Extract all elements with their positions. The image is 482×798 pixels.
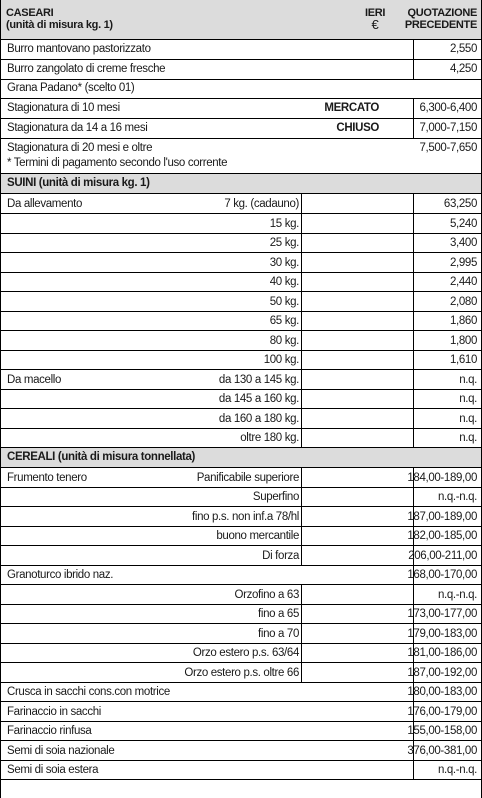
row-value: 179,00-183,00 — [407, 628, 477, 640]
row-label: Frumento tenero — [7, 472, 87, 484]
row-value: 6,300-6,400 — [419, 102, 477, 114]
row-value: n.q. — [459, 393, 477, 405]
row-label: Semi di soia estera — [7, 764, 99, 776]
row-label: Stagionatura da 14 a 16 mesi — [7, 122, 148, 134]
table-row — [1, 99, 481, 119]
table-row — [1, 760, 481, 780]
row-value: 2,995 — [449, 257, 477, 269]
table-row — [1, 663, 481, 683]
table-row — [1, 60, 481, 80]
row-value: 184,00-189,00 — [407, 472, 477, 484]
row-value: 187,00-189,00 — [407, 511, 477, 523]
row-value: 155,00-158,00 — [407, 725, 477, 737]
row-value: 1,610 — [449, 354, 477, 366]
table-row — [1, 40, 481, 60]
section-title: SUINI (unità di misura kg. 1) — [7, 177, 150, 189]
table-header — [1, 0, 481, 40]
row-value: 1,860 — [449, 315, 477, 327]
row-value: n.q.-n.q. — [437, 491, 477, 503]
table-row — [1, 194, 481, 214]
row-value: 2,080 — [449, 296, 477, 308]
row-value: n.q. — [459, 432, 477, 444]
row-sublabel: 100 kg. — [263, 354, 299, 366]
table-row — [1, 80, 481, 99]
row-sublabel: oltre 180 kg. — [240, 432, 299, 444]
table-row — [1, 585, 481, 605]
row-sublabel: Superfino — [252, 491, 299, 503]
section-title: CEREALI (unità di misura tonnellata) — [7, 451, 196, 463]
row-value: 180,00-183,00 — [407, 686, 477, 698]
row-sublabel: fino a 70 — [258, 628, 299, 640]
row-label: Granoturco ibrido naz. — [7, 569, 114, 581]
row-sublabel: 65 kg. — [269, 315, 299, 327]
row-label: Burro mantovano pastorizzato — [7, 43, 151, 55]
row-sublabel: Di forza — [262, 550, 299, 562]
row-sublabel: 15 kg. — [269, 218, 299, 230]
caseari-title: CASEARI (unità di misura kg. 1) — [6, 7, 113, 31]
table-row — [1, 741, 481, 761]
table-row — [1, 468, 481, 488]
row-value: 376,00-381,00 — [407, 745, 477, 757]
row-value: 173,00-177,00 — [407, 608, 477, 620]
row-sublabel: Orzo estero p.s. oltre 66 — [184, 667, 299, 679]
quotazione-header: QUOTAZIONE PRECEDENTE — [404, 7, 477, 31]
footnote: * Termini di pagamento secondo l'uso corrente — [7, 157, 228, 169]
row-label: Da macello — [7, 374, 62, 386]
row-value: 168,00-170,00 — [407, 569, 477, 581]
table-row — [1, 624, 481, 644]
table-row — [1, 350, 481, 370]
row-sublabel: Orzo estero p.s. 63/64 — [192, 647, 299, 659]
row-sublabel: 80 kg. — [269, 335, 299, 347]
row-value: 7,500-7,650 — [419, 142, 477, 154]
table-row — [1, 682, 481, 702]
table-row — [1, 643, 481, 663]
row-value: 63,250 — [443, 198, 477, 210]
ieri-header: IERI € — [365, 7, 386, 32]
row-label: Farinaccio in sacchi — [7, 706, 101, 718]
table-row — [1, 311, 481, 331]
row-value: 176,00-179,00 — [407, 706, 477, 718]
row-sublabel: da 145 a 160 kg. — [218, 393, 299, 405]
table-row — [1, 233, 481, 253]
table-row — [1, 253, 481, 273]
row-label: Grana Padano* (scelto 01) — [7, 82, 135, 94]
table-row — [1, 721, 481, 741]
table-row — [1, 409, 481, 429]
table-row — [1, 546, 481, 566]
row-value: n.q.-n.q. — [437, 764, 477, 776]
row-value: 2,440 — [449, 276, 477, 288]
row-sublabel: 30 kg. — [269, 257, 299, 269]
row-value: n.q. — [459, 374, 477, 386]
section-header-suini — [1, 174, 481, 194]
table-row — [1, 702, 481, 722]
row-value: 187,00-192,00 — [407, 667, 477, 679]
table-row — [1, 389, 481, 409]
row-label: Stagionatura di 20 mesi e oltre — [7, 142, 153, 154]
row-sublabel: da 130 a 145 kg. — [218, 374, 299, 386]
row-sublabel: da 160 a 180 kg. — [218, 413, 299, 425]
row-value: 206,00-211,00 — [408, 550, 477, 562]
row-sublabel: 25 kg. — [269, 237, 299, 249]
chiuso-label: CHIUSO — [336, 122, 379, 134]
row-sublabel: 40 kg. — [269, 276, 299, 288]
row-value: n.q. — [459, 413, 477, 425]
row-label: Da allevamento — [7, 198, 83, 210]
row-sublabel: 50 kg. — [269, 296, 299, 308]
row-value: 182,00-185,00 — [407, 530, 477, 542]
row-label: Stagionatura di 10 mesi — [7, 102, 120, 114]
row-value: 4,250 — [449, 63, 477, 75]
row-label: Crusca in sacchi cons.con motrice — [7, 686, 170, 698]
row-value: 7,000-7,150 — [419, 122, 477, 134]
row-value: 181,00-186,00 — [407, 647, 477, 659]
table-row — [1, 292, 481, 312]
mercato-label: MERCATO — [324, 102, 379, 114]
row-value: 5,240 — [449, 218, 477, 230]
table-row — [1, 565, 481, 585]
row-sublabel: 7 kg. (cadauno) — [224, 198, 299, 210]
row-value: 1,800 — [449, 335, 477, 347]
table-row — [1, 507, 481, 527]
row-label: Semi di soia nazionale — [7, 745, 115, 757]
table-row — [1, 370, 481, 390]
row-sublabel: Orzofino a 63 — [234, 589, 299, 601]
table-row — [1, 604, 481, 624]
row-label: Burro zangolato di creme fresche — [7, 63, 166, 75]
table-row — [1, 119, 481, 139]
row-sublabel: fino p.s. non inf.a 78/hl — [192, 511, 299, 523]
table-row — [1, 272, 481, 292]
row-sublabel: Panificabile superiore — [196, 472, 299, 484]
table-row — [1, 331, 481, 351]
row-sublabel: fino a 65 — [258, 608, 299, 620]
row-sublabel: buono mercantile — [216, 530, 299, 542]
table-row — [1, 428, 481, 448]
table-row — [1, 139, 481, 174]
row-value: n.q.-n.q. — [437, 589, 477, 601]
table-row — [1, 487, 481, 507]
row-label: Farinaccio rinfusa — [7, 725, 92, 737]
row-value: 2,550 — [449, 43, 477, 55]
table-row — [1, 214, 481, 234]
row-value: 3,400 — [449, 237, 477, 249]
section-header-cereali — [1, 448, 481, 468]
table-row — [1, 526, 481, 546]
